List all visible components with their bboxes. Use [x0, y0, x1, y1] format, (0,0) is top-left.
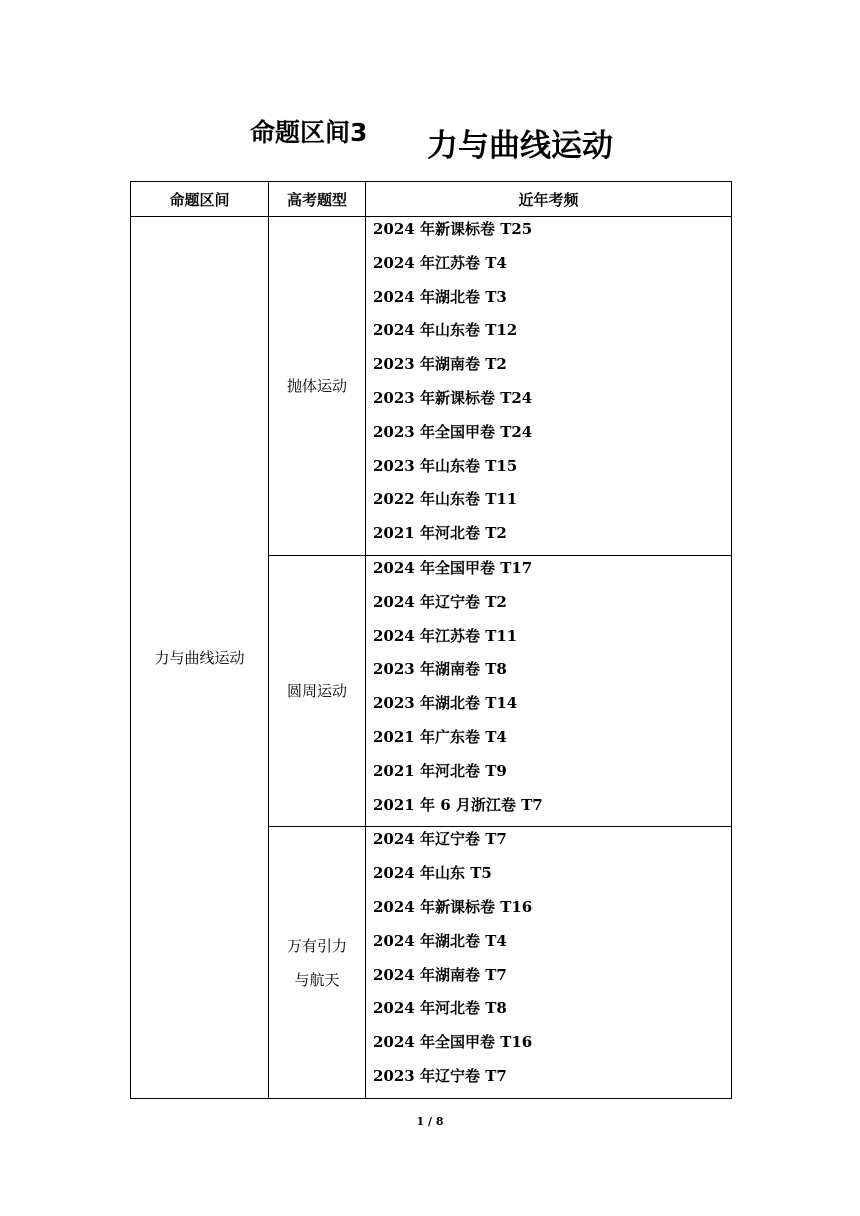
list-item: 2024 年湖北卷 T4 [373, 931, 507, 950]
list-item: 2021 年河北卷 T9 [373, 761, 507, 780]
frequency-list-gravitation [366, 827, 732, 1098]
list-item: 2023 年湖北卷 T14 [373, 694, 518, 713]
type-cell-projectile [269, 217, 366, 556]
list-item: 2024 年湖南卷 T7 [373, 965, 507, 984]
list-item: 2024 年辽宁卷 T7 [373, 830, 507, 849]
list-item: 2024 年湖北卷 T3 [373, 287, 507, 306]
list-item: 2024 年辽宁卷 T2 [373, 592, 507, 611]
list-item: 2024 年江苏卷 T4 [373, 253, 507, 272]
type-label: 抛体运动 [286, 376, 347, 395]
list-item: 2024 年河北卷 T8 [373, 999, 507, 1018]
list-item: 2021 年广东卷 T4 [373, 727, 507, 746]
type-cell-circular [269, 555, 366, 826]
section-title: 命题区间3 [250, 118, 368, 147]
table-row [131, 217, 732, 556]
table-header-row [131, 182, 732, 217]
frequency-list-circular [366, 555, 732, 826]
type-cell-gravitation [269, 827, 366, 1098]
list-item: 2024 年江苏卷 T11 [373, 626, 518, 645]
type-label: 与航天 [294, 970, 340, 989]
header-range: 命题区间 [131, 182, 269, 217]
list-item: 2021 年 6 月浙江卷 T7 [373, 795, 543, 814]
section-topic: 力与曲线运动 [427, 128, 613, 164]
list-item: 2023 年辽宁卷 T7 [373, 1066, 507, 1085]
list-item: 2024 年山东卷 T12 [373, 321, 518, 340]
frequency-list-projectile [366, 217, 732, 556]
list-item: 2024 年全国甲卷 T16 [373, 1033, 533, 1052]
list-item: 2023 年新课标卷 T24 [373, 388, 533, 407]
header-type: 高考题型 [269, 182, 366, 217]
exam-frequency-table [130, 181, 732, 1099]
page-number: 1 / 8 [416, 1115, 444, 1128]
list-item: 2024 年新课标卷 T25 [373, 220, 533, 238]
list-item: 2024 年全国甲卷 T17 [373, 558, 533, 577]
type-label: 万有引力 [286, 936, 347, 955]
list-item: 2023 年全国甲卷 T24 [373, 422, 533, 441]
list-item: 2023 年山东卷 T15 [373, 456, 518, 475]
type-label: 圆周运动 [286, 682, 347, 701]
header-frequency: 近年考频 [366, 182, 732, 217]
list-item: 2022 年山东卷 T11 [373, 490, 518, 509]
list-item: 2024 年新课标卷 T16 [373, 897, 533, 916]
range-cell: 力与曲线运动 [131, 217, 269, 1099]
list-item: 2023 年湖南卷 T2 [373, 355, 507, 374]
list-item: 2024 年山东 T5 [373, 864, 492, 883]
list-item: 2021 年河北卷 T2 [373, 524, 507, 543]
list-item: 2023 年湖南卷 T8 [373, 660, 507, 679]
